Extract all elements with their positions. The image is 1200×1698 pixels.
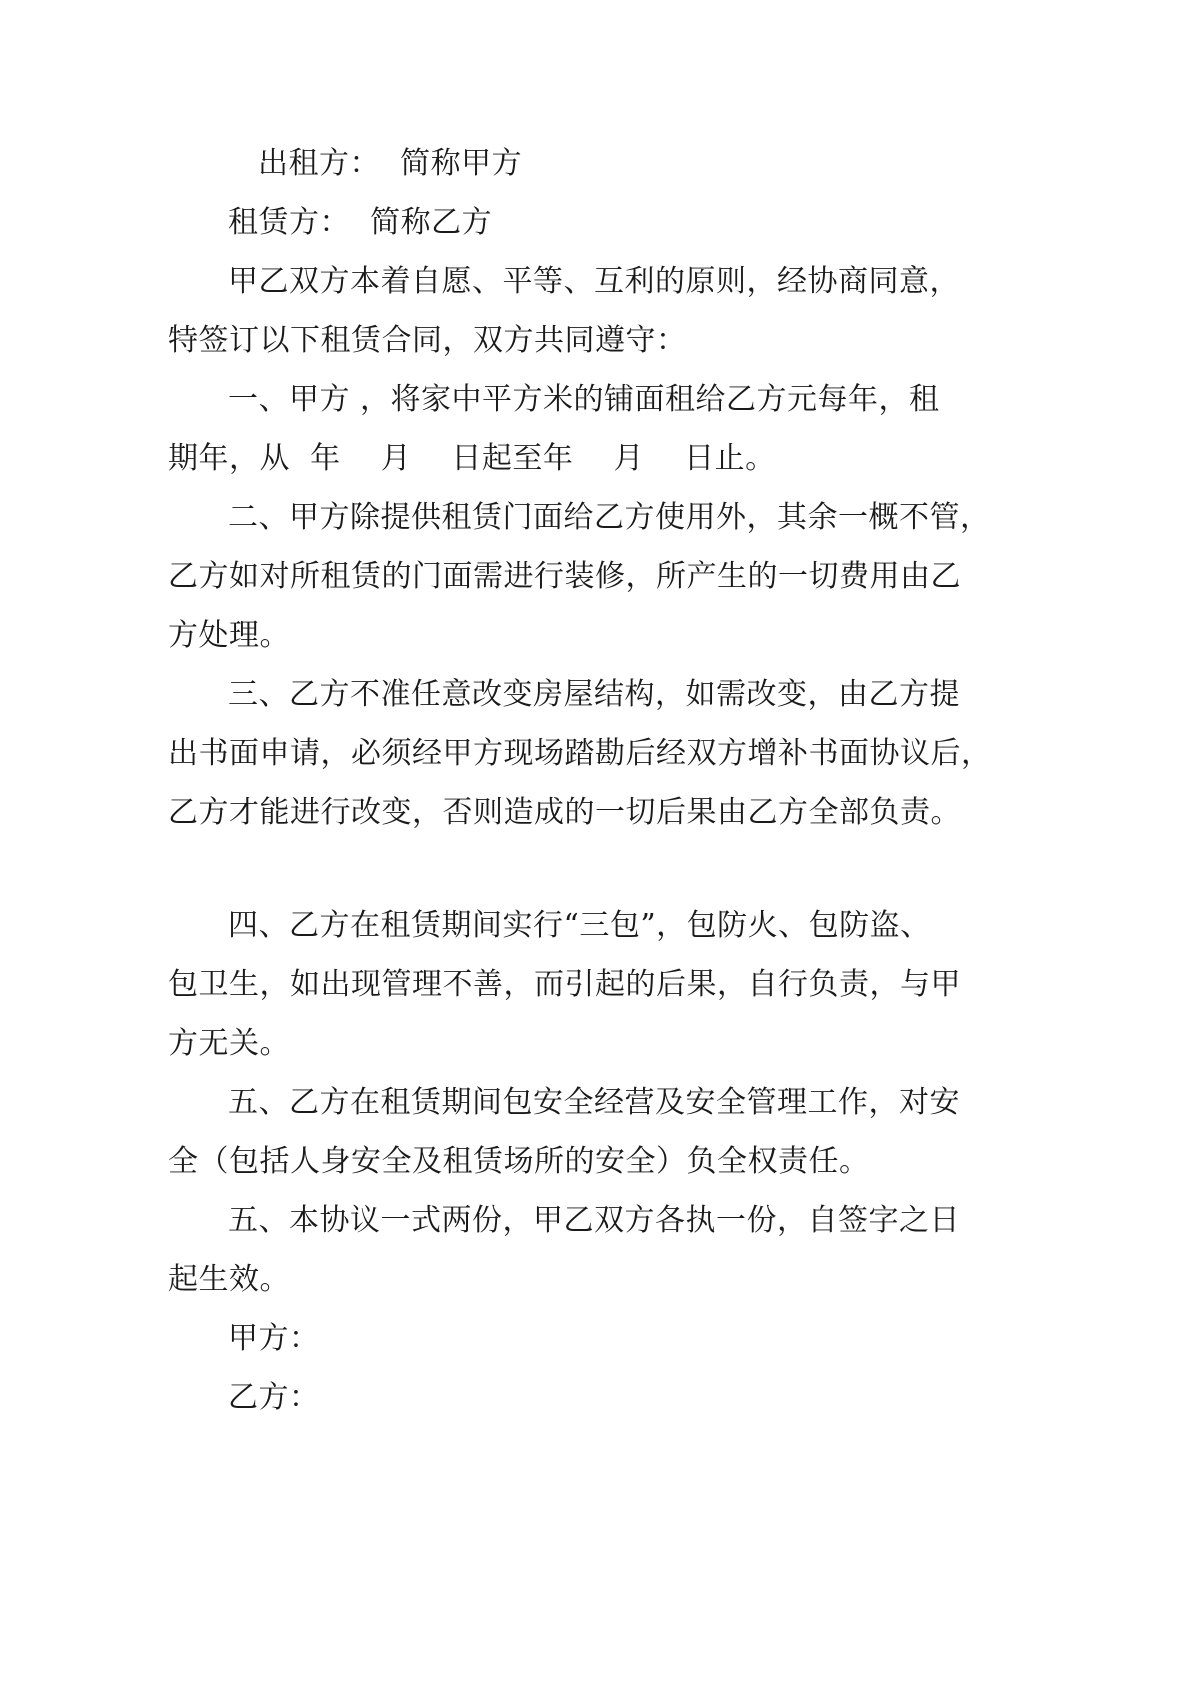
clause-4-line-1: 四、乙方在租赁期间实行“三包”，包防火、包防盗、 bbox=[228, 908, 931, 943]
party-b-signature: 乙方： bbox=[228, 1380, 320, 1415]
intro-line-2: 特签订以下租赁合同，双方共同遵守： bbox=[168, 323, 687, 358]
clause-5-line-1: 五、乙方在租赁期间包安全经营及安全管理工作，对安 bbox=[228, 1085, 960, 1120]
clause-3-line-2: 出书面申请，必须经甲方现场踏勘后经双方增补书面协议后， bbox=[168, 736, 992, 771]
clause-3-line-3: 乙方才能进行改变，否则造成的一切后果由乙方全部负责。 bbox=[168, 795, 961, 830]
clause-5-line-2: 全（包括人身安全及租赁场所的安全）负全权责任。 bbox=[168, 1144, 870, 1179]
clause-1-line-1: 一、甲方 ，将家中平方米的铺面租给乙方元每年，租 bbox=[228, 382, 940, 417]
clause-4-line-2: 包卫生，如出现管理不善，而引起的后果，自行负责，与甲 bbox=[168, 967, 961, 1002]
clause-3-line-1: 三、乙方不准任意改变房屋结构，如需改变，由乙方提 bbox=[228, 677, 960, 712]
lessee-line: 租赁方： 简称乙方 bbox=[228, 205, 493, 240]
party-a-signature: 甲方： bbox=[228, 1321, 320, 1356]
clause-4-line-3: 方无关。 bbox=[168, 1026, 290, 1061]
clause-2-line-3: 方处理。 bbox=[168, 618, 290, 653]
clause-2-line-2: 乙方如对所租赁的门面需进行装修，所产生的一切费用由乙 bbox=[168, 559, 961, 594]
clause-6-line-2: 起生效。 bbox=[168, 1262, 290, 1297]
lessor-line: 出租方： 简称甲方 bbox=[258, 146, 523, 181]
intro-line-1: 甲乙双方本着自愿、平等、互利的原则，经协商同意， bbox=[228, 264, 960, 299]
clause-6-line-1: 五、本协议一式两份，甲乙双方各执一份，自签字之日 bbox=[228, 1203, 960, 1238]
clause-2-line-1: 二、甲方除提供租赁门面给乙方使用外，其余一概不管， bbox=[228, 500, 991, 535]
clause-1-line-2: 期年，从 年 月 日起至年 月 日止。 bbox=[168, 441, 776, 476]
